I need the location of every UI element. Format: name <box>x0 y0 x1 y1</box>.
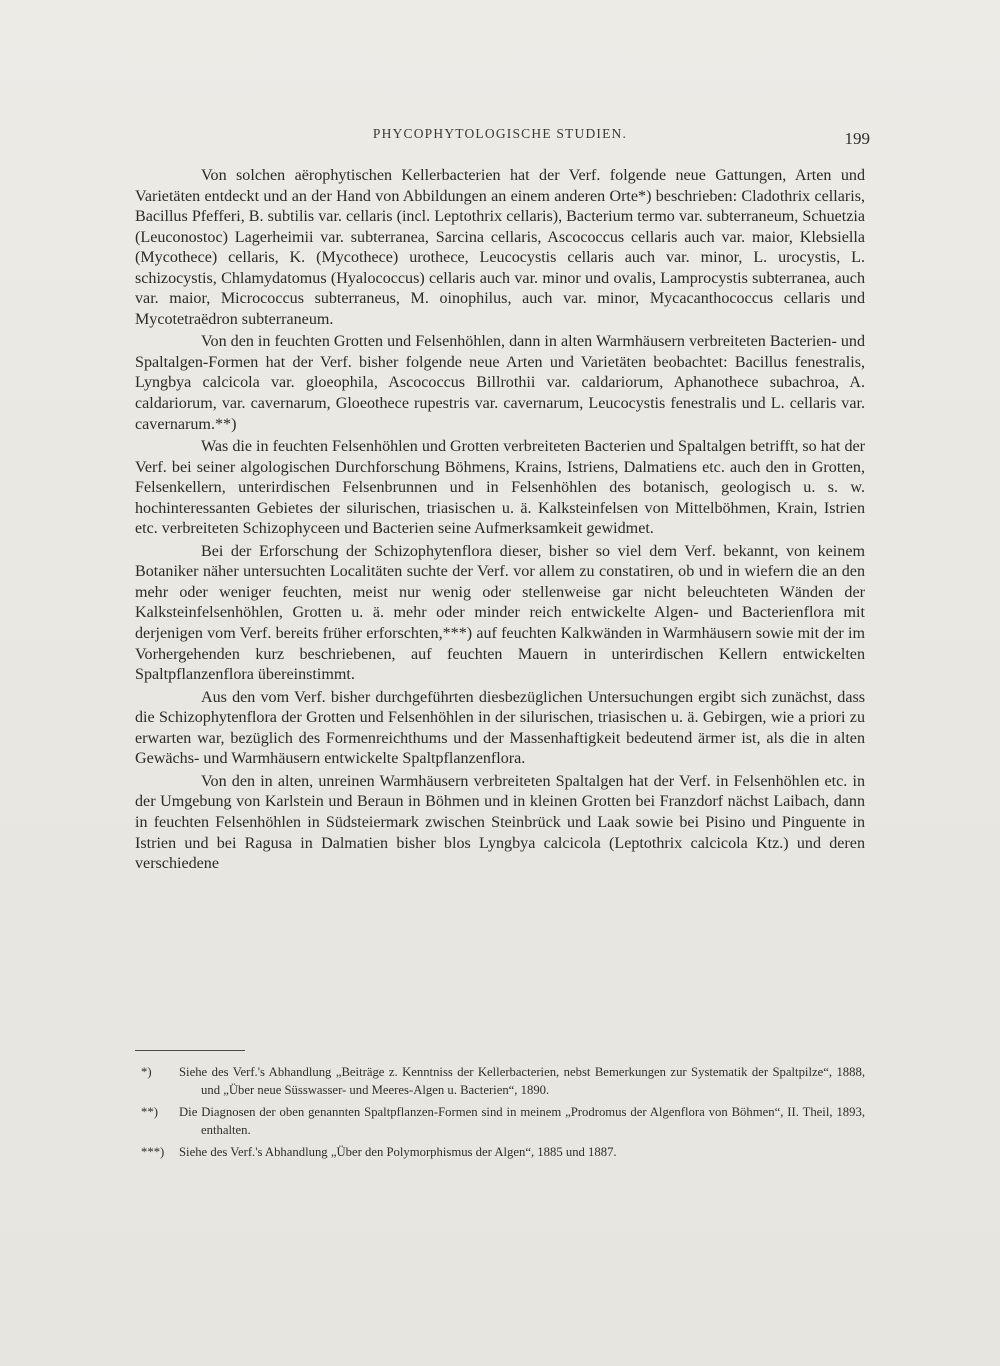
paragraph-3: Was die in feuchten Felsenhöhlen und Grotten verbreiteten Bacterien und Spaltalgen betrifft, so hat der Verf. bei seiner algologischen Durchforschung Böhmens, Krains, Istriens, Dalmatiens etc. auch den in Grotten, Felsenkellern, unterirdischen Felsenbrunnen und in Felsenhöhlen des botanisch, geologisch u. s. w. hochinteressanten Gebietes der silurischen, triasischen u. ä. Kalksteinfelsen von Mittelböhmen, Krain, Istrien etc. verbreiteten Schizophyceen und Bacterien seine Aufmerksamkeit gewidmet. <box>135 438 865 538</box>
footnote-separator <box>135 1050 245 1051</box>
body-text <box>135 166 865 875</box>
paragraph-2: Von den in feuchten Grotten und Felsenhöhlen, dann in alten Warmhäusern verbreiteten Bacterien- und Spaltalgen-Formen hat der Verf. bisher folgende neue Arten und Varietäten beobachtet: Bacillus fenestralis, Lyngbya calcicola var. gloeophila, Ascococcus Billrothii var. caldariorum, Aphanothece subachroa, A. caldariorum, var. cavernarum, Gloeothece rupestris var. cavernarum, Leucocystis fenestralis und L. cellaris var. cavernarum.**) <box>135 333 866 433</box>
footnote-2: **) Die Diagnosen der oben genannten Spaltpflanzen-Formen sind in meinem „Prodromus der Algenflora von Böhmen“, II. Theil, 1893, enthalten. <box>141 1105 865 1137</box>
footnote-text: Siehe des Verf.'s Abhandlung „Über den Polymorphismus der Algen“, 1885 und 1887. <box>179 1145 617 1159</box>
paragraph-5: Aus den vom Verf. bisher durchgeführten diesbezüglichen Untersuchungen ergibt sich zunächst, dass die Schizophytenflora der Grotten und Felsenhöhlen in der silurischen, triasischen u. ä. Gebirgen, wie a priori zu erwarten war, bezüglich des Formenreichthums und der Massenhaftigkeit bedeutend ärmer ist, als die in alten Gewächs- und Warmhäusern entwickelte Spaltpflanzenflora. <box>135 688 865 768</box>
footnote-text: Die Diagnosen der oben genannten Spaltpflanzen-Formen sind in meinem „Prodromus der Algenflora von Böhmen“, II. Theil, 1893, enthalten. <box>179 1105 865 1137</box>
running-head <box>134 118 870 148</box>
running-title: PHYCOPHYTOLOGISCHE STUDIEN. <box>372 126 628 141</box>
paragraph-4: Bei der Erforschung der Schizophytenflora dieser, bisher so viel dem Verf. bekannt, von keinem Botaniker näher untersuchten Localitäten suchte der Verf. vor allem zu constatiren, ob und in wiefern die an den mehr oder weniger feuchten, meist nur wenig oder stellenweise gar nicht beleuchteten Wänden der Kalksteinfelsenhöhlen, Grotten u. ä. mehr oder minder reich entwickelte Algen- und Bacterienflora mit derjenigen vom Verf. bereits früher erforschten,***) auf feuchten Kalkwänden in Warmhäusern sowie mit der im Vorhergehenden kurz beschriebenen, auf feuchten Mauern in unterirdischen Kellern entwickelten Spaltpflanzenflora übereinstimmt. <box>135 542 865 684</box>
footnote-3: ***) Siehe des Verf.'s Abhandlung „Über den Polymorphismus der Algen“, 1885 und 1887. <box>141 1145 617 1159</box>
footnote-1: *) Siehe des Verf.'s Abhandlung „Beiträge z. Kenntniss der Kellerbacterien, nebst Bemerkungen zur Systematik der Spaltpilze“, 1888, und „Über neue Süsswasser- und Meeres-Algen u. Bacterien“, 1890. <box>141 1065 865 1097</box>
footnote-text: Siehe des Verf.'s Abhandlung „Beiträge z. Kenntniss der Kellerbacterien, nebst Bemerkungen zur Systematik der Spaltpilze“, 1888, und „Über neue Süsswasser- und Meeres-Algen u. Bacterien“, 1890. <box>179 1065 865 1097</box>
footnotes <box>135 1063 865 1165</box>
page-number: 199 <box>844 129 870 148</box>
paragraph-1: Von solchen aërophytischen Kellerbacterien hat der Verf. folgende neue Gattungen, Arten und Varietäten entdeckt und an der Hand von Abbildungen an einem anderen Orte*) beschrieben: Cladothrix cellaris, Bacillus Pfefferi, B. subtilis var. cellaris (incl. Leptothrix cellaris), Bacterium termo var. subterraneum, Schuetzia (Leuconostoc) Lagerheimii var. subterranea, Sarcina cellaris, Ascococcus cellaris auch var. maior, Klebsiella (Mycothece) cellaris, K. (Mycothece) urothece, Leucocystis cellaris auch var. minor, L. urocystis, L. schizocystis, Chlamydatomus (Hyalococcus) cellaris auch var. minor und ovalis, Lamprocystis subterranea, auch var. maior, Micrococcus subterraneus, M. oinophilus, auch var. minor, Mycacanthococcus cellaris und Mycotetraëdron subterraneum. <box>135 167 865 328</box>
paragraph-6: Von den in alten, unreinen Warmhäusern verbreiteten Spaltalgen hat der Verf. in Felsenhöhlen etc. in der Umgebung von Karlstein und Beraun in Böhmen und in kleinen Grotten bei Franzdorf nächst Laibach, dann in feuchten Felsenhöhlen in Südsteiermark zwischen Steinbrück und Laak sowie bei Pisino und Pinguente in Istrien und bei Ragusa in Dalmatien bisher blos Lyngbya calcicola (Leptothrix calcicola Ktz.) und deren verschiedene <box>135 772 865 873</box>
